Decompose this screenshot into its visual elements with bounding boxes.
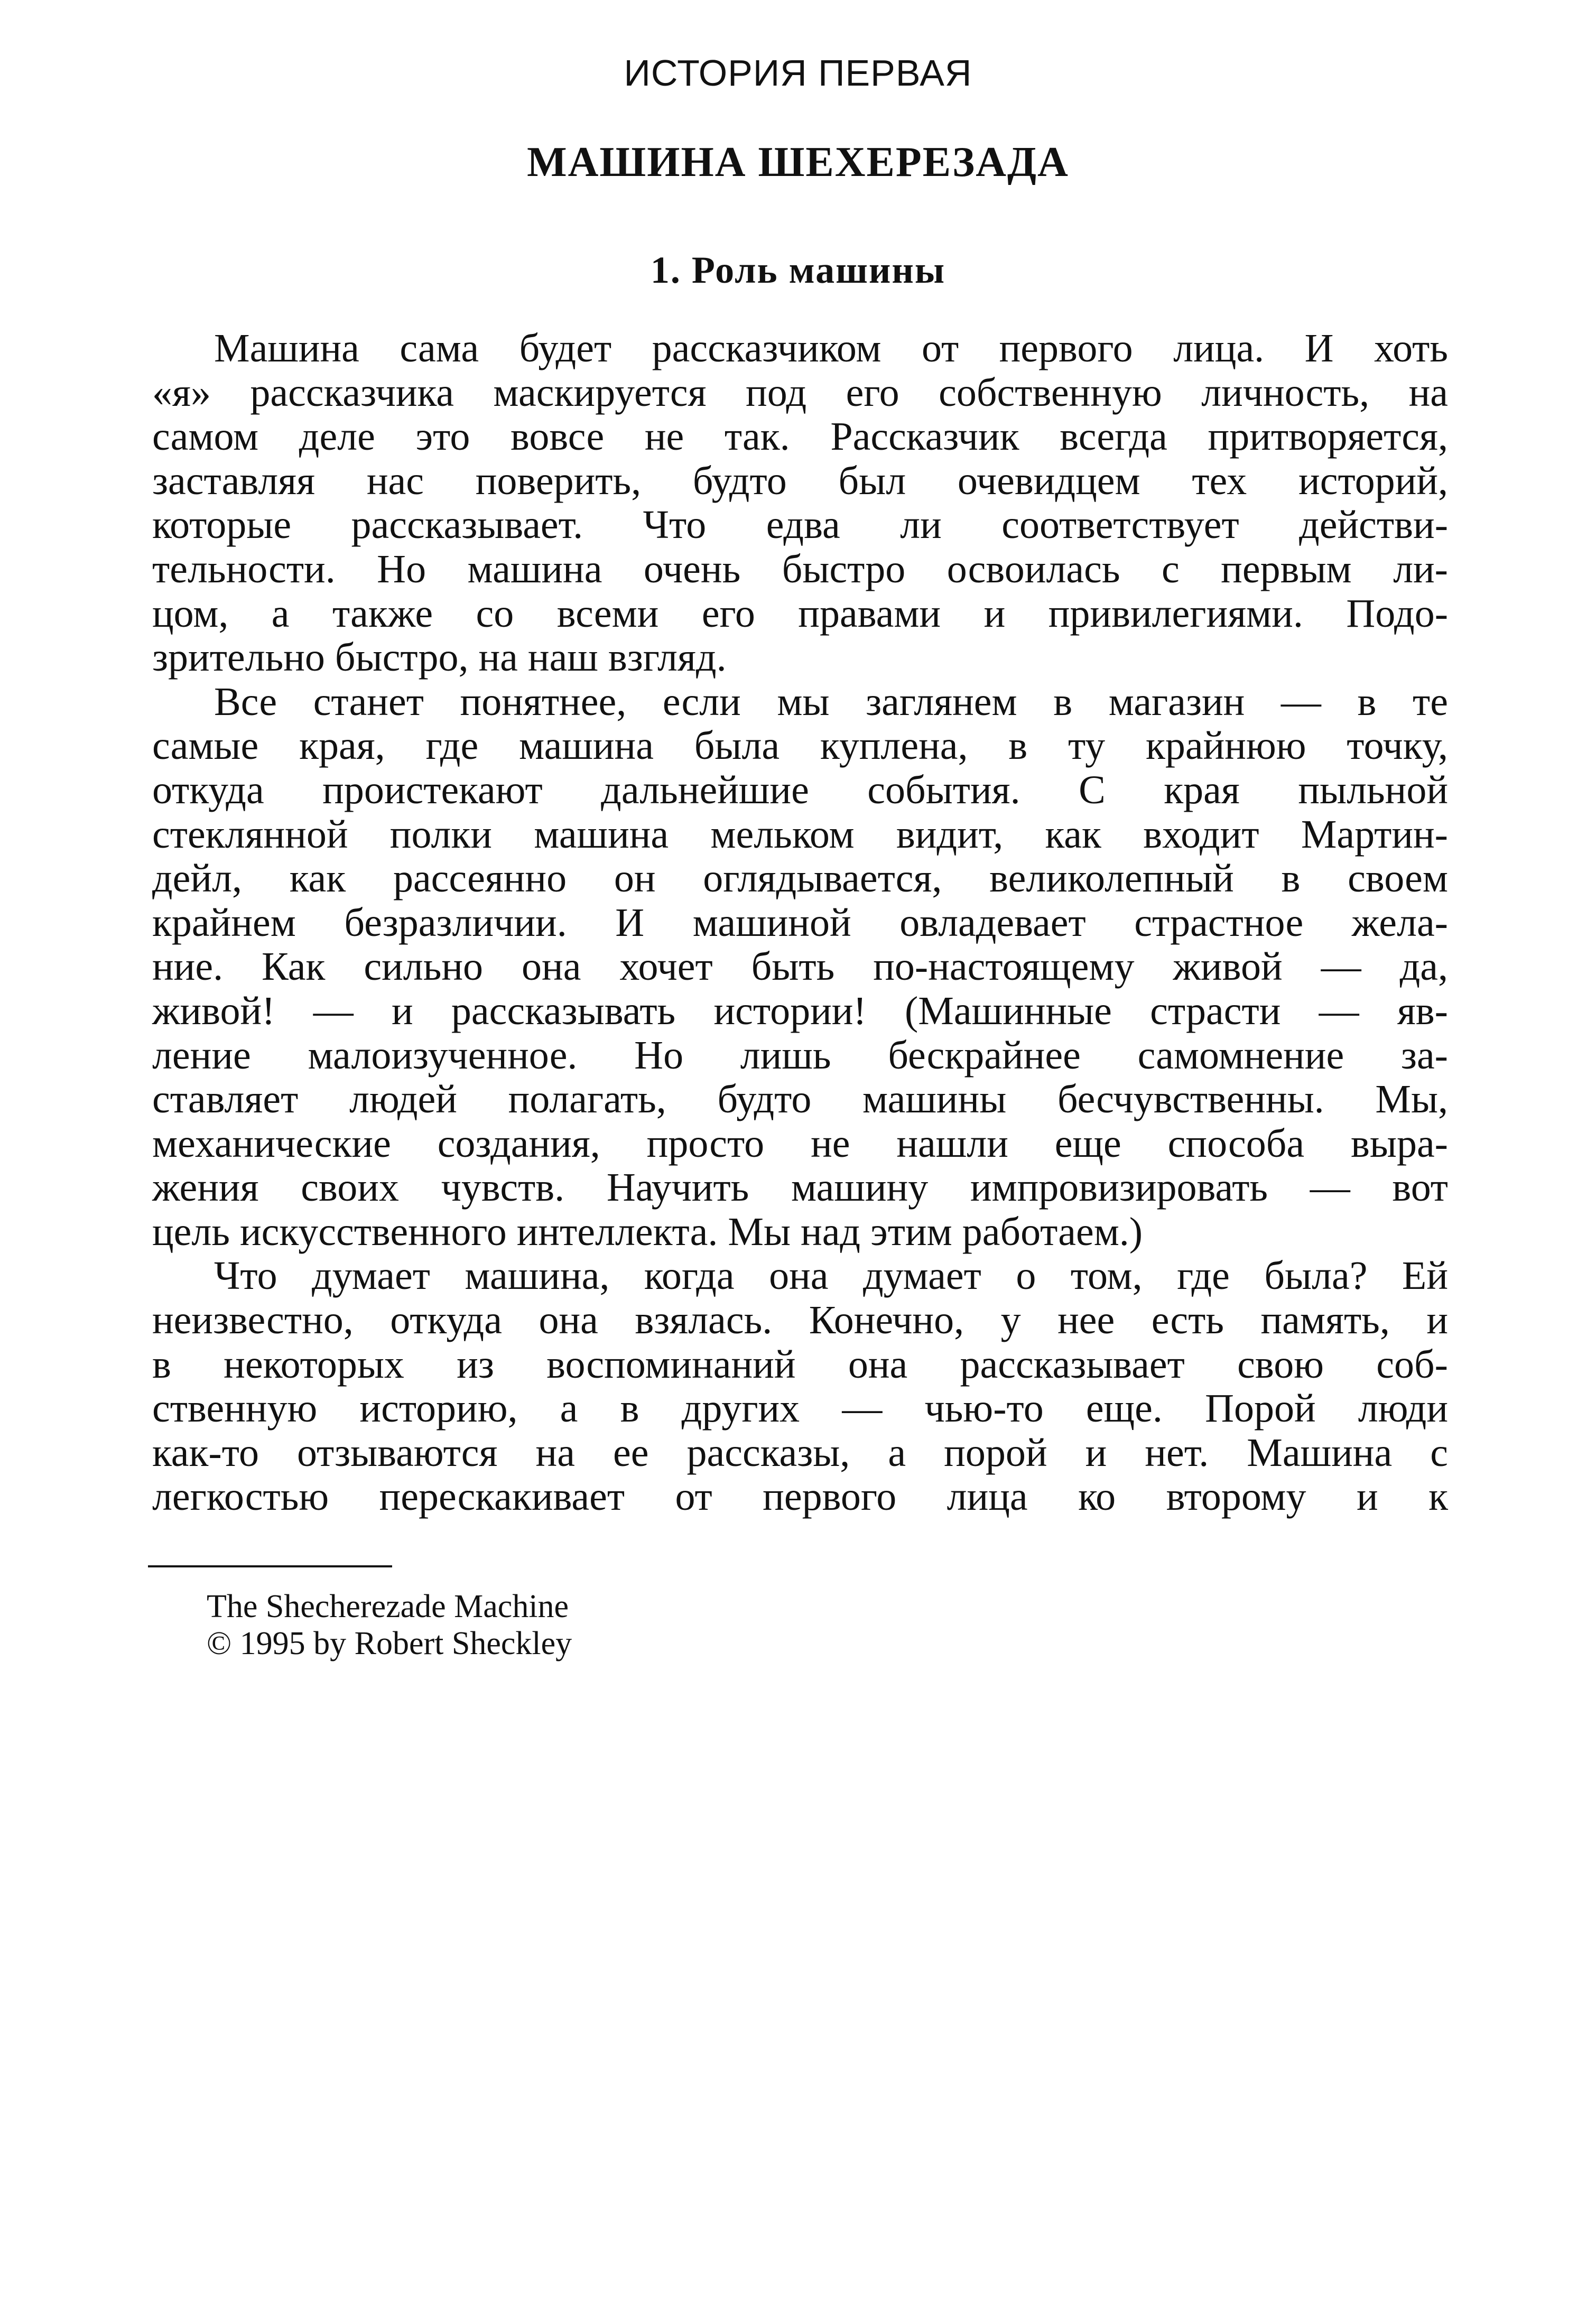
text-line: ставляет людей полагать, будто машины бесчувственны. Мы, bbox=[152, 1077, 1448, 1122]
text-line: заставляя нас поверить, будто был очевидцем тех историй, bbox=[152, 458, 1448, 503]
text-line: как-то отзываются на ее рассказы, а порой и нет. Машина с bbox=[152, 1430, 1448, 1475]
text-line: самом деле это вовсе не так. Рассказчик всегда притворяется, bbox=[152, 414, 1448, 459]
text-line: живой! — и рассказывать истории! (Машинные страсти — яв- bbox=[152, 988, 1448, 1033]
text-line: неизвестно, откуда она взялась. Конечно, у нее есть память, и bbox=[152, 1298, 1448, 1343]
text-line: Что думает машина, когда она думает о том, где была? Ей bbox=[214, 1254, 1448, 1298]
text-line: жения своих чувств. Научить машину импровизировать — вот bbox=[152, 1165, 1448, 1210]
section-heading: 1. Роль машины bbox=[650, 249, 946, 291]
footnote-copyright: © 1995 by Robert Sheckley bbox=[207, 1626, 572, 1661]
text-line: которые рассказывает. Что едва ли соответствует действи- bbox=[152, 503, 1448, 547]
story-label: ИСТОРИЯ ПЕРВАЯ bbox=[624, 52, 972, 94]
story-title: МАШИНА ШЕХЕРЕЗАДА bbox=[527, 139, 1069, 185]
text-line: в некоторых из воспоминаний она рассказывает свою соб- bbox=[152, 1342, 1448, 1387]
text-line: крайнем безразличии. И машиной овладевает страстное жела- bbox=[152, 900, 1448, 945]
text-line: ние. Как сильно она хочет быть по-настоящему живой — да, bbox=[152, 944, 1448, 989]
text-line: цель искусственного интеллекта. Мы над этим работаем.) bbox=[152, 1209, 1143, 1254]
body-text bbox=[152, 327, 1448, 1519]
text-line: цом, а также со всеми его правами и привилегиями. Подо- bbox=[152, 591, 1448, 636]
text-line: «я» рассказчика маскируется под его собственную личность, на bbox=[152, 370, 1448, 415]
text-line: Все станет понятнее, если мы заглянем в магазин — в те bbox=[214, 679, 1448, 724]
text-line: стеклянной полки машина мельком видит, как входит Мартин- bbox=[152, 812, 1448, 857]
text-line: дейл, как рассеянно он оглядывается, великолепный в своем bbox=[152, 856, 1448, 901]
text-line: ственную историю, а в других — чью-то еще. Порой люди bbox=[152, 1386, 1448, 1431]
text-line: легкостью перескакивает от первого лица ко второму и к bbox=[152, 1474, 1448, 1519]
footnote-original-title: The Shecherezade Machine bbox=[207, 1589, 569, 1624]
footnote-divider bbox=[148, 1565, 392, 1567]
text-line: самые края, где машина была куплена, в ту крайнюю точку, bbox=[152, 723, 1448, 768]
text-line: зрительно быстро, на наш взгляд. bbox=[152, 635, 727, 680]
text-line: ление малоизученное. Но лишь бескрайнее самомнение за- bbox=[152, 1033, 1448, 1078]
text-line: Машина сама будет рассказчиком от первого лица. И хоть bbox=[214, 326, 1448, 370]
paragraph bbox=[152, 680, 1448, 1255]
text-line: тельности. Но машина очень быстро освоилась с первым ли- bbox=[152, 546, 1448, 591]
text-line: откуда проистекают дальнейшие события. С края пыльной bbox=[152, 767, 1448, 812]
paragraph bbox=[152, 1254, 1448, 1519]
text-line: механические создания, просто не нашли еще способа выра- bbox=[152, 1121, 1448, 1166]
paragraph bbox=[152, 327, 1448, 680]
